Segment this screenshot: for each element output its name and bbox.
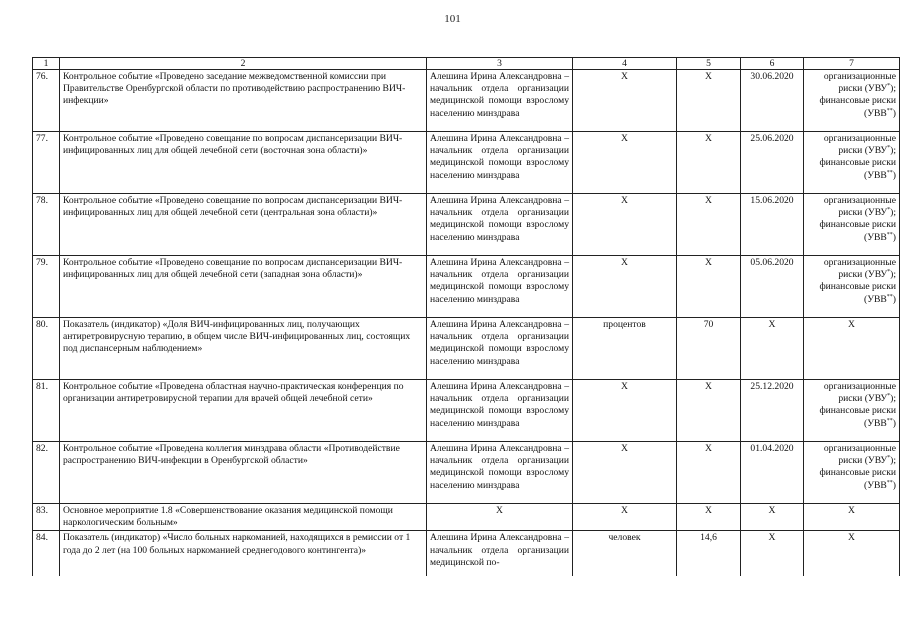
row-responsible: Х — [427, 504, 573, 531]
footnote-mark: ** — [886, 231, 893, 238]
risk-line — [807, 83, 896, 95]
row-number: 80. — [33, 318, 60, 380]
row-value: 14,6 — [677, 531, 741, 576]
row-value: Х — [677, 256, 741, 318]
row-date: 30.06.2020 — [741, 70, 804, 132]
row-number: 78. — [33, 194, 60, 256]
row-responsible: Алешина Ирина Александровна – начальник отдела организации медицинской помощи взрослому населению минздрава — [427, 442, 573, 504]
row-description: Контрольное событие «Проведено совещание по вопросам диспансеризации ВИЧ-инфицированных лиц для общей лечебной сети (центральная зона области)» — [60, 194, 427, 256]
row-unit: Х — [573, 70, 677, 132]
row-value: 70 — [677, 318, 741, 380]
column-number: 7 — [804, 58, 900, 70]
row-value: Х — [677, 70, 741, 132]
row-description: Контрольное событие «Проведена областная научно-практическая конференция по организации антиретровирусной терапии для врачей общей лечебной сети» — [60, 380, 427, 442]
row-description: Контрольное событие «Проведено совещание по вопросам диспансеризации ВИЧ-инфицированных лиц для общей лечебной сети (западная зона области)» — [60, 256, 427, 318]
risk-line: финансовые риски — [819, 281, 896, 293]
risk-text: ) — [892, 107, 896, 119]
risk-text: риски (УВУ — [838, 455, 888, 467]
row-date: 05.06.2020 — [741, 256, 804, 318]
row-date: Х — [741, 504, 804, 531]
row-date: Х — [741, 318, 804, 380]
table-body — [33, 58, 900, 576]
row-date: 25.12.2020 — [741, 380, 804, 442]
footnote-mark: ** — [886, 479, 893, 486]
table-row — [33, 531, 900, 576]
footnote-mark: * — [887, 207, 891, 214]
document-table — [32, 57, 900, 576]
risk-text: ) — [892, 417, 896, 429]
footnote-mark: * — [887, 455, 891, 462]
risk-text: риски (УВУ — [838, 207, 888, 219]
risk-line: финансовые риски — [819, 219, 896, 231]
row-value: Х — [677, 194, 741, 256]
risk-text: риски (УВУ — [838, 83, 888, 95]
row-description: Контрольное событие «Проведено заседание межведомственной комиссии при Правительстве Оренбургской области по противодействию распространению ВИЧ-инфекции» — [60, 70, 427, 132]
risk-text: риски (УВУ — [838, 145, 888, 157]
row-risks — [804, 194, 900, 256]
risk-text: ) — [892, 231, 896, 243]
risk-text: ) — [892, 169, 896, 181]
footnote-mark: ** — [886, 107, 893, 114]
risk-text: ); — [890, 269, 896, 281]
table-row — [33, 318, 900, 380]
row-responsible: Алешина Ирина Александровна – начальник отдела организации медицинской помощи взрослому населению минздрава — [427, 256, 573, 318]
footnote-mark: * — [887, 269, 891, 276]
row-risks: Х — [804, 531, 900, 576]
row-description: Показатель (индикатор) «Число больных наркоманией, находящихся в ремиссии от 1 года до 2 лет (на 100 больных наркоманией среднегодового контингента)» — [60, 531, 427, 576]
table-row — [33, 194, 900, 256]
row-responsible: Алешина Ирина Александровна – начальник отдела организации медицинской по- — [427, 531, 573, 576]
risk-line — [807, 455, 896, 467]
row-number: 79. — [33, 256, 60, 318]
footnote-mark: * — [887, 145, 891, 152]
row-description: Контрольное событие «Проведено совещание по вопросам диспансеризации ВИЧ-инфицированных лиц для общей лечебной сети (восточная зона области)» — [60, 132, 427, 194]
risk-line: организационные — [823, 443, 896, 454]
row-date: 01.04.2020 — [741, 442, 804, 504]
column-number: 6 — [741, 58, 804, 70]
risk-text: ); — [890, 145, 896, 157]
risk-line — [807, 145, 896, 157]
row-responsible: Алешина Ирина Александровна – начальник отдела организации медицинской помощи взрослому населению минздрава — [427, 70, 573, 132]
row-unit: Х — [573, 194, 677, 256]
row-description: Контрольное событие «Проведена коллегия минздрава области «Противодействие распространению ВИЧ-инфекции в Оренбургской области» — [60, 442, 427, 504]
row-responsible: Алешина Ирина Александровна – начальник отдела организации медицинской помощи взрослому населению минздрава — [427, 132, 573, 194]
risk-line — [807, 108, 896, 120]
row-unit: Х — [573, 442, 677, 504]
risk-text: (УВВ — [864, 479, 887, 491]
column-number: 4 — [573, 58, 677, 70]
risk-text: ) — [892, 479, 896, 491]
risk-text: риски (УВУ — [838, 393, 888, 405]
row-unit: Х — [573, 504, 677, 531]
row-date: 15.06.2020 — [741, 194, 804, 256]
risk-line: финансовые риски — [819, 95, 896, 107]
table-row — [33, 442, 900, 504]
row-risks: Х — [804, 318, 900, 380]
risk-text: ); — [890, 207, 896, 219]
table-row — [33, 380, 900, 442]
risk-line — [807, 269, 896, 281]
risk-text: (УВВ — [864, 231, 887, 243]
row-responsible: Алешина Ирина Александровна – начальник отдела организации медицинской помощи взрослому населению минздрава — [427, 318, 573, 380]
row-unit: Х — [573, 380, 677, 442]
row-number: 82. — [33, 442, 60, 504]
row-date: Х — [741, 531, 804, 576]
row-responsible: Алешина Ирина Александровна – начальник отдела организации медицинской помощи взрослому населению минздрава — [427, 380, 573, 442]
row-risks — [804, 380, 900, 442]
row-unit: Х — [573, 256, 677, 318]
risk-text: (УВВ — [864, 169, 887, 181]
column-number-row — [33, 58, 900, 70]
risk-text: (УВВ — [864, 293, 887, 305]
risk-line: финансовые риски — [819, 405, 896, 417]
column-number: 3 — [427, 58, 573, 70]
footnote-mark: * — [887, 393, 891, 400]
risk-line: финансовые риски — [819, 157, 896, 169]
risk-line — [807, 170, 896, 182]
risk-line — [807, 207, 896, 219]
row-value: Х — [677, 442, 741, 504]
risk-line — [807, 232, 896, 244]
risk-text: ); — [890, 455, 896, 467]
row-risks — [804, 132, 900, 194]
row-description: Основное мероприятие 1.8 «Совершенствование оказания медицинской помощи наркологическим больным» — [60, 504, 427, 531]
footnote-mark: ** — [886, 169, 893, 176]
risk-line: организационные — [823, 133, 896, 144]
row-value: Х — [677, 504, 741, 531]
risk-text: (УВВ — [864, 107, 887, 119]
risk-line: финансовые риски — [819, 467, 896, 479]
page-number: 101 — [444, 13, 461, 25]
table-row — [33, 504, 900, 531]
table-row — [33, 70, 900, 132]
row-value: Х — [677, 380, 741, 442]
row-risks — [804, 442, 900, 504]
row-unit: Х — [573, 132, 677, 194]
footnote-mark: ** — [886, 293, 893, 300]
risk-line — [807, 294, 896, 306]
footnote-mark: ** — [886, 417, 893, 424]
risk-line — [807, 393, 896, 405]
row-number: 76. — [33, 70, 60, 132]
row-date: 25.06.2020 — [741, 132, 804, 194]
row-unit: процентов — [573, 318, 677, 380]
row-value: Х — [677, 132, 741, 194]
risk-line: организационные — [823, 71, 896, 82]
row-unit: человек — [573, 531, 677, 576]
table-row — [33, 132, 900, 194]
risk-text: ); — [890, 393, 896, 405]
row-number: 77. — [33, 132, 60, 194]
risk-line — [807, 480, 896, 492]
risk-line: организационные — [823, 257, 896, 268]
footnote-mark: * — [887, 83, 891, 90]
risk-line: организационные — [823, 381, 896, 392]
row-number: 83. — [33, 504, 60, 531]
table-row — [33, 256, 900, 318]
row-risks: Х — [804, 504, 900, 531]
column-number: 2 — [60, 58, 427, 70]
row-number: 81. — [33, 380, 60, 442]
risk-text: (УВВ — [864, 417, 887, 429]
risk-line — [807, 418, 896, 430]
risk-text: риски (УВУ — [838, 269, 888, 281]
risk-line: организационные — [823, 195, 896, 206]
row-number: 84. — [33, 531, 60, 576]
column-number: 5 — [677, 58, 741, 70]
risk-text: ) — [892, 293, 896, 305]
row-description: Показатель (индикатор) «Доля ВИЧ-инфицированных лиц, получающих антиретровирусную терапию, в общем числе ВИЧ-инфицированных лиц, состоящих под диспансерным наблюдением» — [60, 318, 427, 380]
row-responsible: Алешина Ирина Александровна – начальник отдела организации медицинской помощи взрослому населению минздрава — [427, 194, 573, 256]
risk-text: ); — [890, 83, 896, 95]
row-risks — [804, 256, 900, 318]
column-number: 1 — [33, 58, 60, 70]
row-risks — [804, 70, 900, 132]
